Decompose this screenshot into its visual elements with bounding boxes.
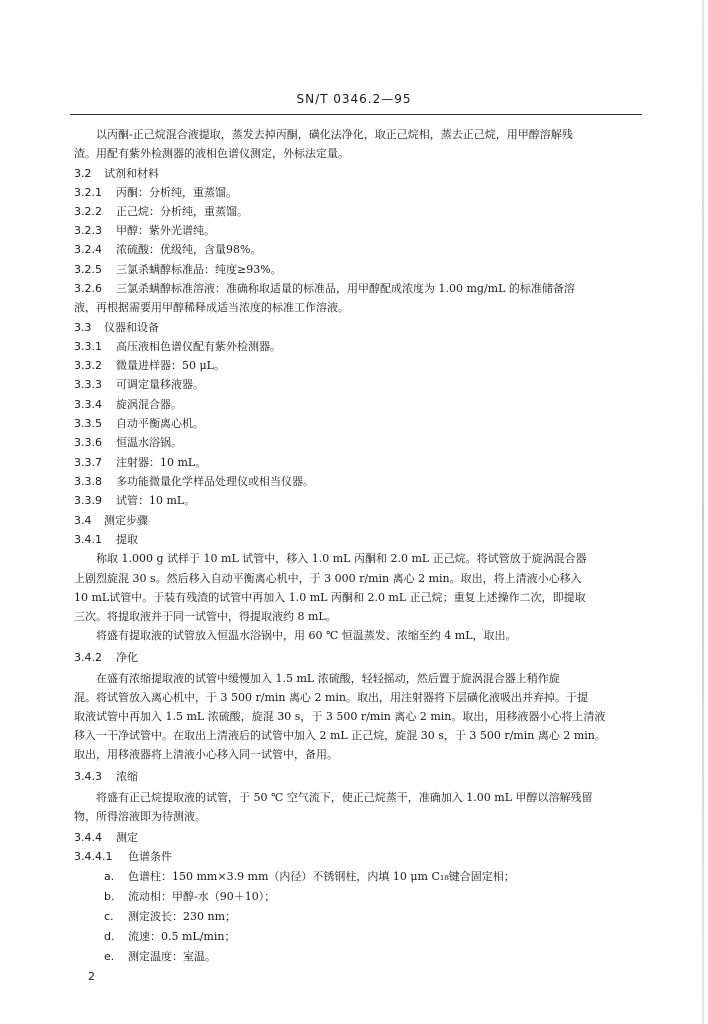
- section-number: 3.3.9: [74, 494, 102, 507]
- section-text-cont: 液，再根据需要用甲醇稀释成适当浓度的标准工作溶液。: [74, 301, 349, 314]
- section-text: 浓硫酸：优级纯，含量98%。: [116, 243, 262, 256]
- section-text: 试管：10 mL。: [116, 494, 196, 507]
- section-number: 3.4.4.1: [74, 850, 113, 863]
- section-heading: 提取: [116, 533, 138, 546]
- section-number: 3.3.6: [74, 436, 102, 449]
- list-item: 测定温度：室温。: [128, 950, 216, 963]
- section-number: 3.4.3: [74, 770, 102, 783]
- section-text: 三氯杀螨醇标准品：纯度≥93%。: [116, 263, 282, 276]
- intro-line: 渣。用配有紫外检测器的液相色谱仪测定，外标法定量。: [74, 147, 349, 160]
- paragraph-line: 将盛有正己烷提取液的试管，于 50 ℃ 空气流下，使正己烷蒸干，准确加入 1.00 mL 甲醇以溶解残留: [96, 791, 593, 804]
- list-label: e.: [104, 950, 115, 963]
- section-heading: 测定: [116, 831, 138, 844]
- paragraph-line: 三次。将提取液并于同一试管中，得提取液约 8 mL。: [74, 610, 337, 623]
- section-number: 3.3.8: [74, 475, 102, 488]
- page-number: 2: [88, 970, 95, 983]
- section-text: 注射器：10 mL。: [116, 456, 207, 469]
- section-text: 恒温水浴锅。: [116, 436, 182, 449]
- section-number: 3.3.7: [74, 456, 102, 469]
- header-rule: [70, 114, 642, 115]
- section-number: 3.4.4: [74, 831, 102, 844]
- section-number: 3.2.1: [74, 186, 102, 199]
- paragraph-line: 上剧烈旋混 30 s。然后移入自动平衡离心机中，于 3 000 r/min 离心 2 min。取出，将上清液小心移入: [74, 572, 582, 585]
- section-number: 3.2.5: [74, 263, 102, 276]
- section-number: 3.3.1: [74, 340, 102, 353]
- section-text: 自动平衡离心机。: [116, 417, 204, 430]
- list-label: c.: [104, 910, 114, 923]
- list-item: 流速：0.5 mL/min；: [128, 930, 236, 943]
- list-label: d.: [104, 930, 115, 943]
- paragraph-line: 移入一干净试管中。在取出上清液后的试管中加入 2 mL 正己烷，旋混 30 s，于 3 500 r/min 离心 2 min。: [74, 729, 606, 742]
- paragraph-line: 10 mL试管中。于装有残渣的试管中再加入 1.0 mL 丙酮和 2.0 mL 正己烷；重复上述操作二次，即提取: [74, 591, 586, 604]
- section-text: 甲醇：紫外光谱纯。: [116, 224, 215, 237]
- section-text: 丙酮：分析纯，重蒸馏。: [116, 186, 237, 199]
- section-heading: 测定步骤: [104, 514, 148, 527]
- section-text: 三氯杀螨醇标准溶液：准确称取适量的标准品，用甲醇配成浓度为 1.00 mg/mL 的标准储备溶: [116, 282, 575, 295]
- section-text: 高压液相色谱仪配有紫外检测器。: [116, 340, 281, 353]
- list-item: 色谱柱：150 mm×3.9 mm（内径）不锈钢柱，内填 10 μm C₁₈键合固定相；: [128, 870, 515, 883]
- section-number: 3.3.3: [74, 378, 102, 391]
- section-heading: 净化: [116, 651, 138, 664]
- scan-edge: [702, 0, 704, 1024]
- section-number: 3.2.2: [74, 205, 102, 218]
- section-heading: 仪器和设备: [104, 321, 159, 334]
- section-number: 3.2.3: [74, 224, 102, 237]
- list-item: 测定波长：230 nm；: [128, 910, 237, 923]
- intro-line: 以丙酮-正己烷混合液提取，蒸发去掉丙酮，磺化法净化，取正己烷相，蒸去正己烷，用甲醇溶解残: [96, 128, 573, 141]
- list-label: a.: [104, 870, 115, 883]
- section-number: 3.2.4: [74, 243, 102, 256]
- paragraph-line: 物，所得溶液即为待测液。: [74, 810, 206, 823]
- list-item: 流动相：甲醇-水（90＋10）；: [128, 890, 276, 903]
- paragraph-line: 称取 1.000 g 试样于 10 mL 试管中，移入 1.0 mL 丙酮和 2.0 mL 正己烷。将试管放于旋涡混合器: [96, 552, 587, 565]
- section-text: 多功能微量化学样品处理仪或相当仪器。: [116, 475, 314, 488]
- section-number: 3.4: [74, 514, 92, 527]
- section-text: 正己烷：分析纯，重蒸馏。: [116, 205, 248, 218]
- section-number: 3.3: [74, 321, 92, 334]
- paragraph-line: 将盛有提取液的试管放入恒温水浴锅中，用 60 ℃ 恒温蒸发、浓缩至约 4 mL，取出。: [96, 629, 517, 642]
- section-heading: 浓缩: [116, 770, 138, 783]
- section-number: 3.3.5: [74, 417, 102, 430]
- section-text: 旋涡混合器。: [116, 398, 182, 411]
- list-label: b.: [104, 890, 115, 903]
- section-number: 3.2.6: [74, 282, 102, 295]
- standard-code-header: SN/T 0346.2—95: [296, 92, 412, 106]
- paragraph-line: 取出，用移液器将上清液小心移入同一试管中，备用。: [74, 748, 338, 761]
- section-number: 3.4.2: [74, 651, 102, 664]
- section-number: 3.2: [74, 167, 92, 180]
- section-number: 3.4.1: [74, 533, 102, 546]
- section-number: 3.3.2: [74, 359, 102, 372]
- section-heading: 色谱条件: [128, 850, 172, 863]
- section-text: 微量进样器：50 μL。: [116, 359, 225, 372]
- section-heading: 试剂和材料: [104, 167, 159, 180]
- section-text: 可调定量移液器。: [116, 378, 204, 391]
- section-number: 3.3.4: [74, 398, 102, 411]
- paragraph-line: 混。将试管放入离心机中，于 3 500 r/min 离心 2 min。取出，用注射器将下层磺化液吸出并弃掉。于提: [74, 691, 589, 704]
- paragraph-line: 取液试管中再加入 1.5 mL 浓硫酸，旋混 30 s，于 3 500 r/min 离心 2 min。取出，用移液器小心将上清液: [74, 710, 606, 723]
- paragraph-line: 在盛有浓缩提取液的试管中缓慢加入 1.5 mL 浓硫酸，轻轻摇动，然后置于旋涡混合器上稍作旋: [96, 672, 560, 685]
